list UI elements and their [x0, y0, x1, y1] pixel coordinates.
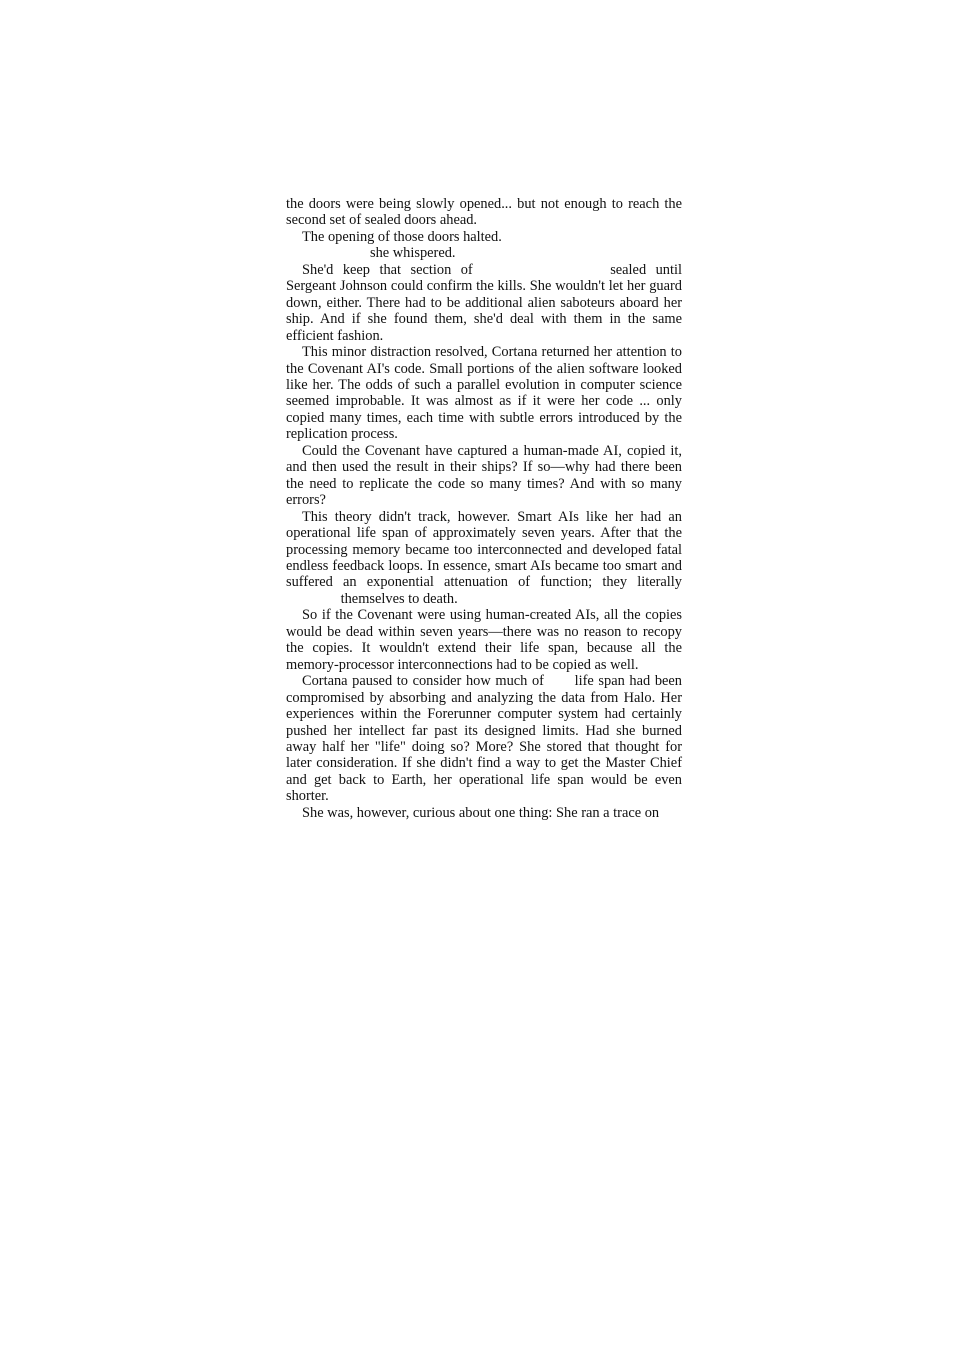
paragraph-2: The opening of those doors halted.: [302, 228, 502, 245]
paragraph-10: She was, however, curious about one thing: She ran a trace on: [302, 804, 660, 821]
paragraph-9-rest: life span had been compromised by absorbing and analyzing the data from Halo. Her experiences within the Forerunner computer system had certainly pushed her intellect far past its designed limits. Had she burned away half her "life" doing so? More? She stored that thought for later consideration. If she didn't find a way to get the Master Chief and get back to Earth, her operational life span would be even shorter.: [286, 673, 682, 805]
paragraph-7-start: This theory didn't track, however. Smart AIs like her had an operational life span of approximately seven years. After that the processing memory became too interconnected and developed fatal endless feedback loops. In essence, smart AIs became too smart and suffered an exponential attenuation of function; they literally: [286, 508, 682, 591]
paragraph-5: This minor distraction resolved, Cortana returned her attention to the Covenant AI's code. Small portions of the alien software looked like her. The odds of such a parallel evolution in computer science seemed improbable. It was almost as if it were her code ... only copied many times, each time with subtle errors introduced by the replication process.: [286, 344, 682, 443]
paragraph-4-rest: sealed until Sergeant Johnson could confirm the kills. She wouldn't let her guard down, either. There had to be additional alien saboteurs aboard her ship. And if she found them, she'd deal with them in the same efficient fashion.: [286, 261, 682, 344]
paragraph-7: [286, 509, 682, 608]
paragraph-7-rest: themselves to death.: [340, 590, 458, 607]
paragraph-9: [286, 673, 682, 805]
paragraph-6: Could the Covenant have captured a human-made AI, copied it, and then used the result in their ships? If so—why had there been the need to replicate the code so many times? And with so many errors?: [286, 442, 682, 509]
body-text: [286, 196, 682, 821]
paragraph-9-start: Cortana paused to consider how much of: [302, 673, 544, 690]
paragraph-1: the doors were being slowly opened... but not enough to reach the second set of sealed doors ahead.: [286, 196, 682, 229]
paragraph-3: she whispered.: [370, 245, 456, 262]
paragraph-8: So if the Covenant were using human-created AIs, all the copies would be dead within seven years—there was no reason to recopy the copies. It wouldn't extend their life span, because all the memory-processor interconnections had to be copied as well.: [286, 607, 682, 673]
paragraph-4-start: She'd keep that section of: [302, 261, 473, 278]
paragraph-4: [286, 262, 682, 344]
